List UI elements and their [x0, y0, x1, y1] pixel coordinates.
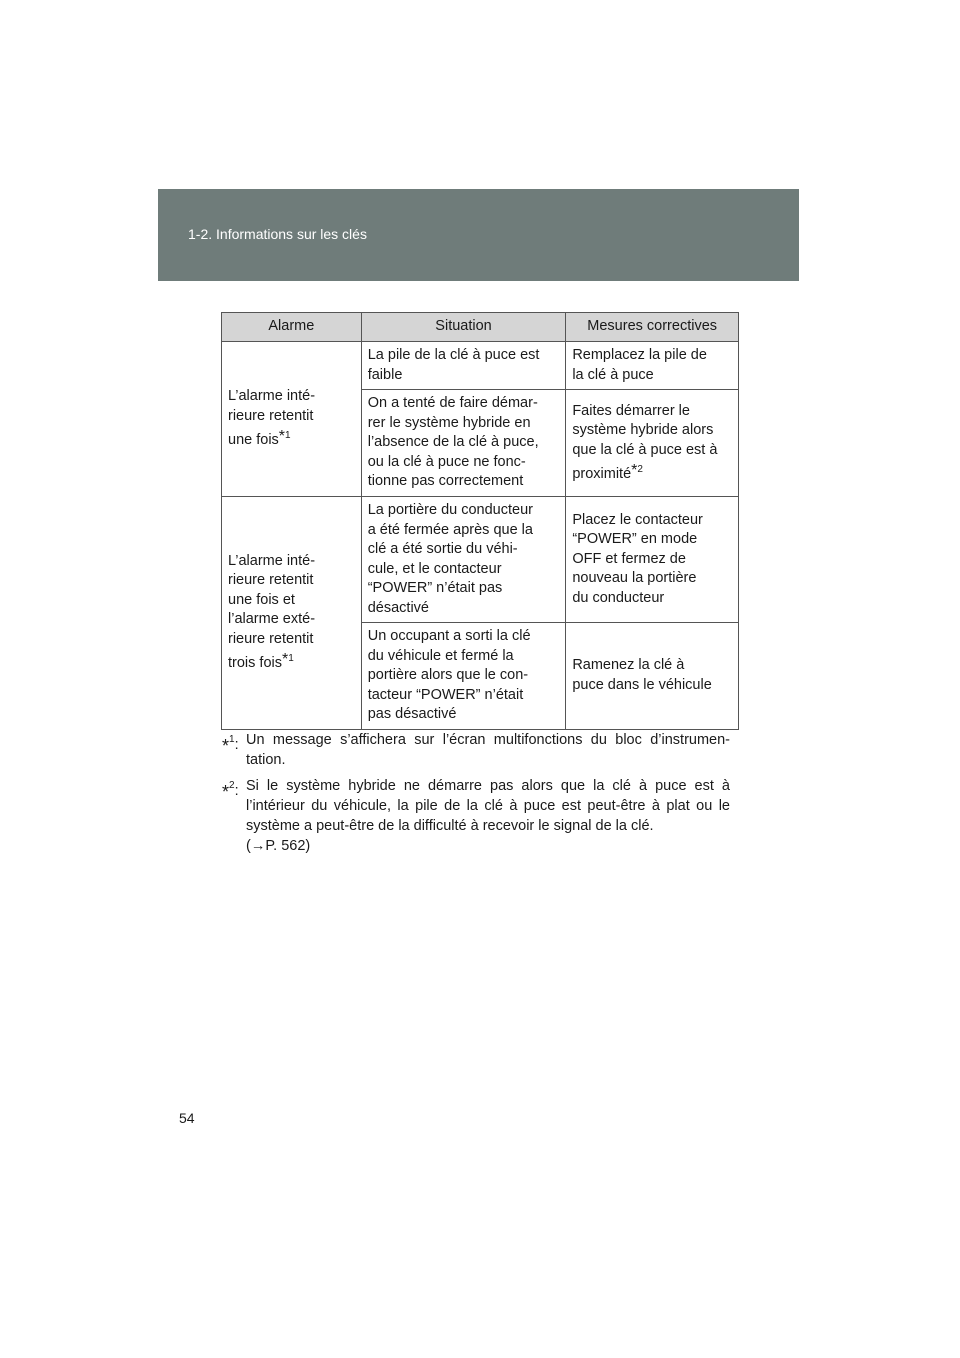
alarm-cell: L’alarme inté- rieure retentit une fois et l’alarme exté- rieure retentit trois fois$^{*1}$	[222, 497, 362, 730]
footnote-marker: *2	[631, 462, 643, 479]
footnote	[222, 776, 730, 856]
table-header-row	[222, 313, 739, 342]
section-header	[158, 189, 799, 281]
table-row	[222, 497, 739, 623]
footnote-text: Un message s’affichera sur l’écran multifonctions du bloc d’instrumen-tation.	[246, 732, 730, 768]
table-body	[222, 342, 739, 730]
footnote	[222, 730, 730, 770]
alarm-table	[221, 312, 739, 730]
page-reference: (→P. 562)	[246, 838, 311, 854]
column-header-actions: Mesures correctives	[566, 313, 739, 342]
action-cell: Faites démarrer le système hybride alors que la clé à puce est à proximité$^{*2}$	[566, 390, 739, 497]
footnote-text: Si le système hybride ne démarre pas alors que la clé à puce est à l’intérieur du véhicule, la pile de la clé à puce est peut-être à plat ou le système a peut-être de la difficulté à recevoir le signal de la clé.	[246, 778, 730, 834]
footnotes	[222, 730, 730, 862]
footnote-marker: *$^2$:	[222, 780, 239, 802]
situation-cell: Un occupant a sorti la clé du véhicule et fermé la portière alors que le con- tacteur “POWER” n’était pas désactivé	[361, 623, 566, 730]
footnote-marker: *1	[278, 428, 291, 446]
situation-cell: On a tenté de faire démar- rer le système hybride en l’absence de la clé à puce, ou la clé à puce ne fonc- tionne pas correctement	[361, 390, 566, 497]
action-cell: Ramenez la clé à puce dans le véhicule	[566, 623, 739, 730]
footnote-marker: *$^1$:	[222, 734, 239, 756]
table-row	[222, 342, 739, 390]
column-header-situation: Situation	[361, 313, 566, 342]
situation-cell: La portière du conducteur a été fermée après que la clé a été sortie du véhi- cule, et le contacteur “POWER” n’était pas désactivé	[361, 497, 566, 623]
footnote-marker: *1	[282, 651, 294, 669]
column-header-alarm: Alarme	[222, 313, 362, 342]
section-title: 1-2. Informations sur les clés	[188, 226, 367, 242]
action-cell: Placez le contacteur “POWER” en mode OFF et fermez de nouveau la portière du conducteur	[566, 497, 739, 623]
alarm-cell: L’alarme inté- rieure retentit une fois$^{*1}$	[222, 342, 362, 497]
situation-cell: La pile de la clé à puce est faible	[361, 342, 566, 390]
page-number: 54	[179, 1110, 195, 1126]
action-cell: Remplacez la pile de la clé à puce	[566, 342, 739, 390]
